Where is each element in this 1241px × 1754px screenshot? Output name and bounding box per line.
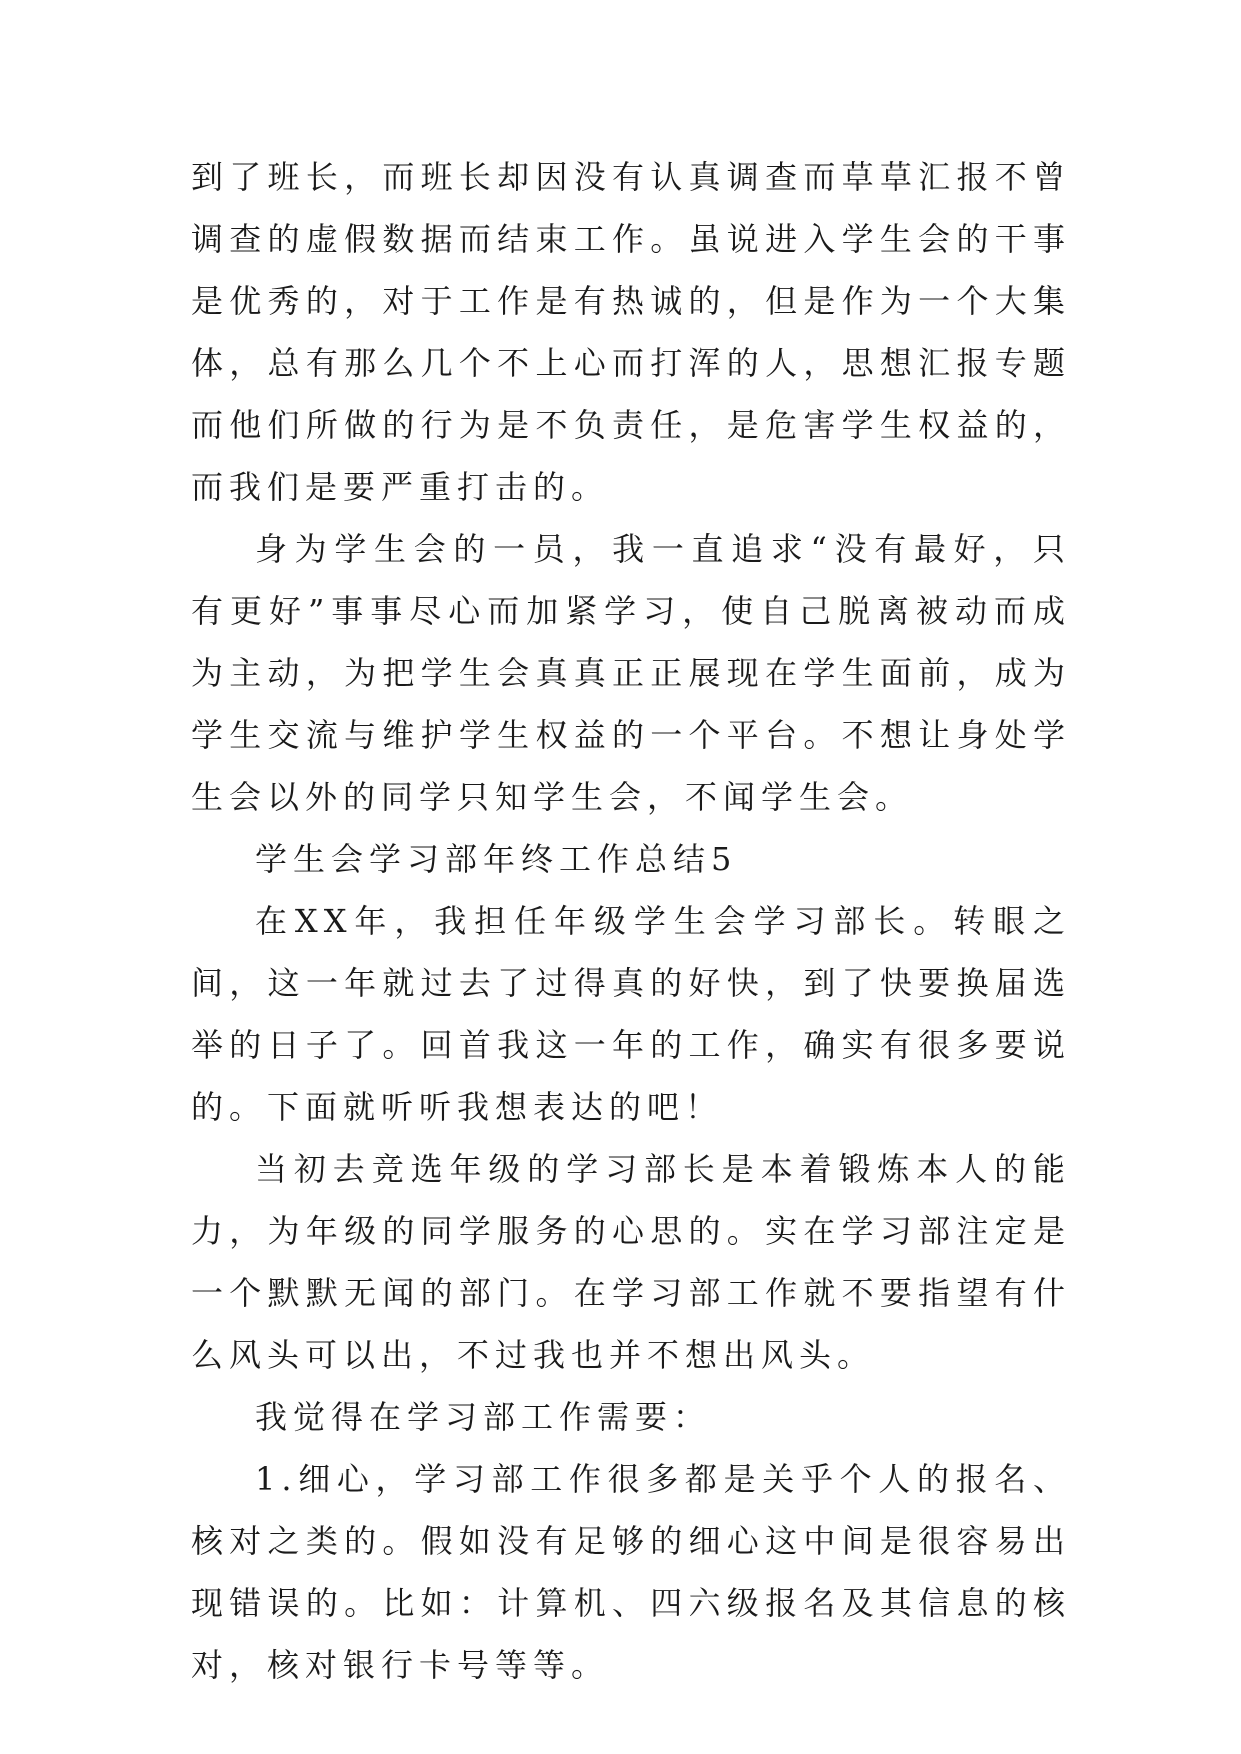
paragraph-3: 在XX年，我担任年级学生会学习部长。转眼之间，这一年就过去了过得真的好快，到了快要换届选举的日子了。回首我这一年的工作，确实有很多要说的。下面就听听我想表达的吧！ (191, 902, 1071, 1126)
document-page (191, 146, 1071, 1696)
paragraph-4: 当初去竞选年级的学习部长是本着锻炼本人的能力，为年级的同学服务的心思的。实在学习部注定是一个默默无闻的部门。在学习部工作就不要指望有什么风头可以出，不过我也并不想出风头。 (191, 1150, 1071, 1374)
paragraph-1: 到了班长，而班长却因没有认真调查而草草汇报不曾调查的虚假数据而结束工作。虽说进入学生会的干事是优秀的，对于工作是有热诚的，但是作为一个大集体，总有那么几个不上心而打浑的人，思想汇报专题而他们所做的行为是不负责任，是危害学生权益的，而我们是要严重打击的。 (191, 158, 1071, 506)
paragraph-2: 身为学生会的一员，我一直追求“没有最好，只有更好”事事尽心而加紧学习，使自己脱离被动而成为主动，为把学生会真真正正展现在学生面前，成为学生交流与维护学生权益的一个平台。不想让身处学生会以外的同学只知学生会，不闻学生会。 (191, 530, 1071, 816)
section-heading: 学生会学习部年终工作总结5 (255, 840, 738, 878)
paragraph-5: 我觉得在学习部工作需要： (255, 1398, 712, 1436)
paragraph-6: 1.细心，学习部工作很多都是关乎个人的报名、核对之类的。假如没有足够的细心这中间是很容易出现错误的。比如：计算机、四六级报名及其信息的核对，核对银行卡号等等。 (191, 1460, 1071, 1684)
